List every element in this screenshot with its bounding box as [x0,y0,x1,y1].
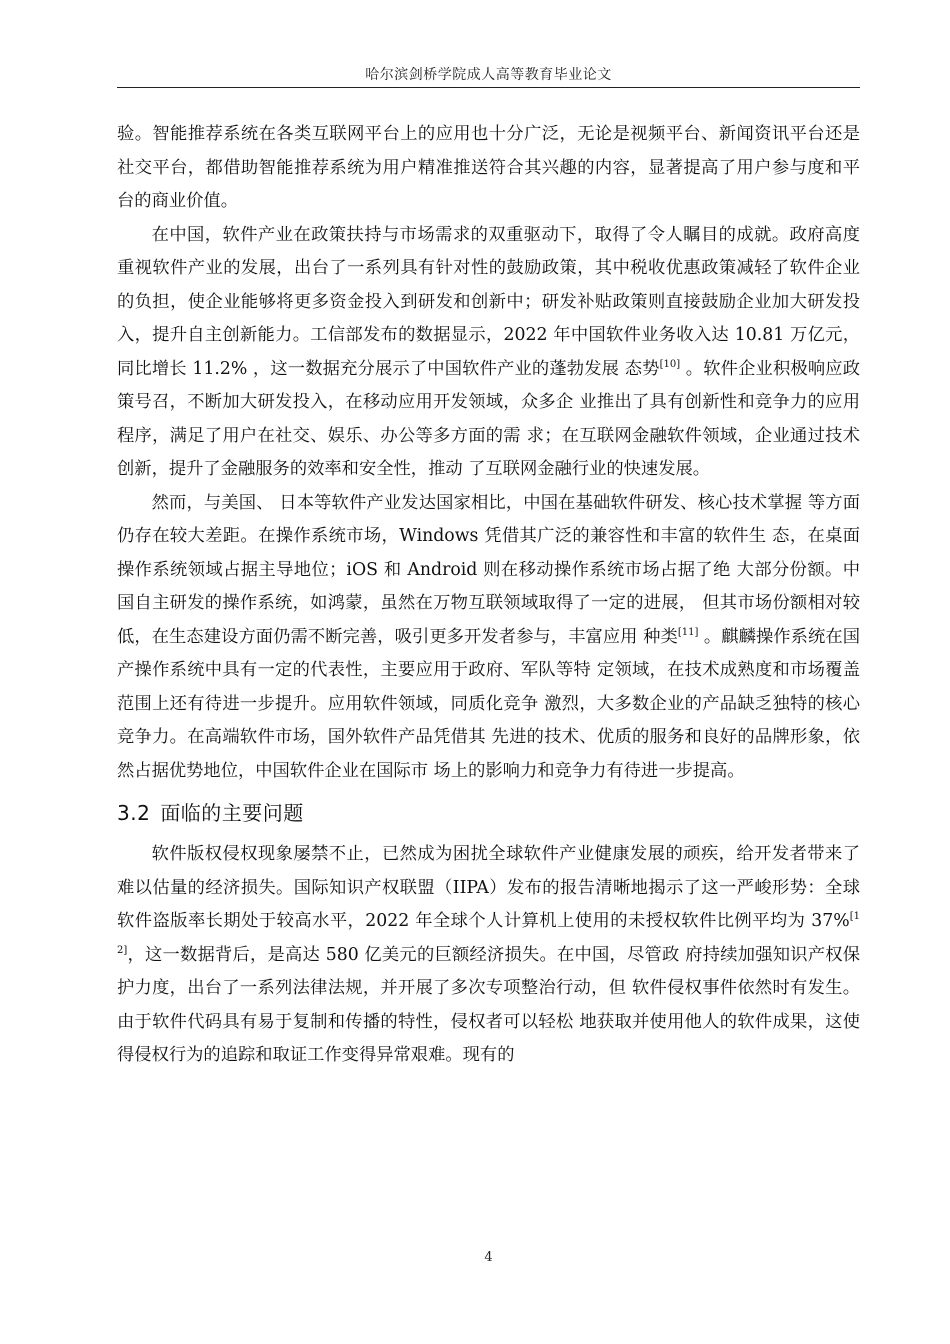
paragraph [117,219,860,487]
header-rule [117,87,860,88]
section-heading [117,788,860,838]
paragraph: 验。智能推荐系统在各类互联网平台上的应用也十分广泛，无论是视频平台、新闻资讯平台还是社交平台，都借助智能推荐系统为用户精准推送符合其兴趣的内容，显著提高了用户参与度和平台的商业价值。 [117,124,860,211]
citation-reference: [10] [659,358,681,370]
paragraph-text: 然而，与美国、 日本等软件产业发达国家相比，中国在基础软件研发、核心技术掌握 等方面仍存在较大差距。在操作系统市场，Windows 凭借其广泛的兼容性和丰富的软件生 态，在桌面操作系统领域占据主导地位；iOS 和 Android 则在移动操作系统市场占据了绝 大部分份额。中国自主研发的操作系统，如鸿蒙，虽然在万物互联领域取得了一定的进展， 但其市场份额相对较低，在生态建设方面仍需不断完善，吸引更多开发者参与，丰富应用 种类 [117,492,860,647]
section-number: 3.2 [117,801,151,825]
paragraph-text: ，这一数据背后，是高达 580 亿美元的巨额经济损失。在中国，尽管政 府持续加强知识产权保护力度，出台了一系列法律法规，并开展了多次专项整治行动，但 软件侵权事件依然时有发生。由于软件代码具有易于复制和传播的特性，侵权者可以轻松 地获取并使用他人的软件成果，这使得侵权行为的追踪和取证工作变得异常艰难。现有的 [117,944,860,1065]
paragraph-text: 在中国，软件产业在政策扶持与市场需求的双重驱动下，取得了令人瞩目的成就。政府高度重视软件产业的发展，出台了一系列具有针对性的鼓励政策，其中税收优惠政策减轻了软件企业的负担，使企业能够将更多资金投入到研发和创新中；研发补贴政策则直接鼓励企业加大研发投入，提升自主创新能力。工信部发布的数据显示，2022 年中国软件业务收入达 10.81 万亿元，同比增长 11.2% ，这一数据充分展示了中国软件产业的蓬勃发展 态势 [117,224,860,379]
paragraph-text: 。麒麟操作系统在国产操作系统中具有一定的代表性，主要应用于政府、军队等特 定领域，在技术成熟度和市场覆盖范围上还有待进一步提升。应用软件领域，同质化竞争 激烈，大多数企业的产品缺乏独特的核心竞争力。在高端软件市场，国外软件产品凭借其 先进的技术、优质的服务和良好的品牌形象，依然占据优势地位，中国软件企业在国际市 场上的影响力和竞争力有待进一步提高。 [117,626,860,781]
paragraph [117,487,860,789]
citation-reference: [11] [677,626,699,638]
citation-reference: [12] [117,911,860,956]
section-title: 面临的主要问题 [160,801,304,825]
page-number: 4 [484,1250,493,1265]
paragraph [117,838,860,1073]
paragraph-text: 软件版权侵权现象屡禁不止，已然成为困扰全球软件产业健康发展的顽疾，给开发者带来了难以估量的经济损失。国际知识产权联盟（IIPA）发布的报告清晰地揭示了这一严峻形势：全球软件盗版率长期处于较高水平，2022 年全球个人计算机上使用的未授权软件比例平均为 37% [117,844,860,931]
running-header: 哈尔滨剑桥学院成人高等教育毕业论文 [365,67,612,83]
paragraph-text: 。软件企业积极响应政策号召，不断加大研发投入，在移动应用开发领域，众多企 业推出了具有创新性和竞争力的应用程序，满足了用户在社交、娱乐、办公等多方面的需 求；在互联网金融软件领域，企业通过技术创新，提升了金融服务的效率和安全性，推动 了互联网金融行业的快速发展。 [117,358,860,479]
body-text [117,118,860,1073]
